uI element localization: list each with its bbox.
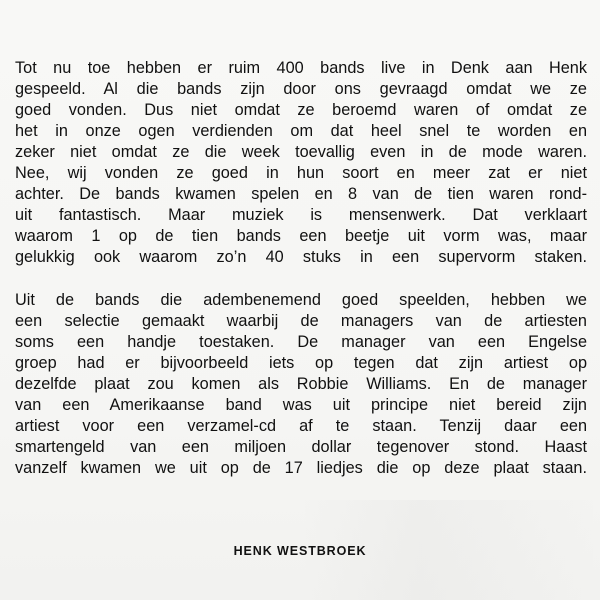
text-line: vanzelf kwamen we uit op de 17 liedjes die op deze plaat staan. bbox=[15, 459, 587, 477]
text-line: soms een handje toestaken. De manager van een Engelse bbox=[15, 333, 587, 351]
paragraph-selection bbox=[15, 290, 587, 479]
text-line: achter. De bands kwamen spelen en 8 van de tien waren rond- bbox=[15, 185, 587, 203]
text-line: groep had er bijvoorbeeld iets op tegen dat zijn artiest op bbox=[15, 354, 587, 372]
text-line: het in onze ogen verdienden om dat heel snel te worden en bbox=[15, 122, 587, 140]
text-line: Tot nu toe hebben er ruim 400 bands live in Denk aan Henk bbox=[15, 59, 587, 77]
text-line: gelukkig ook waarom zo’n 40 stuks in een supervorm staken. bbox=[15, 248, 587, 266]
text-line: dezelfde plaat zou komen als Robbie Williams. En de manager bbox=[15, 375, 587, 393]
author-signature: HENK WESTBROEK bbox=[233, 544, 367, 558]
text-line: artiest voor een verzamel-cd af te staan. Tenzij daar een bbox=[15, 417, 587, 435]
text-line: uit fantastisch. Maar muziek is mensenwerk. Dat verklaart bbox=[15, 206, 587, 224]
text-line: van een Amerikaanse band was uit principe niet bereid zijn bbox=[15, 396, 587, 414]
text-line: goed vonden. Dus niet omdat ze beroemd waren of omdat ze bbox=[15, 101, 587, 119]
text-line: een selectie gemaakt waarbij de managers van de artiesten bbox=[15, 312, 587, 330]
text-line: gespeeld. Al die bands zijn door ons gevraagd omdat we ze bbox=[15, 80, 587, 98]
text-line: Nee, wij vonden ze goed in hun soort en meer zat er niet bbox=[15, 164, 587, 182]
text-line: waarom 1 op de tien bands een beetje uit vorm was, maar bbox=[15, 227, 587, 245]
text-line: smartengeld van een miljoen dollar tegenover stond. Haast bbox=[15, 438, 587, 456]
text-line: zeker niet omdat ze die week toevallig even in de mode waren. bbox=[15, 143, 587, 161]
paragraph-intro bbox=[15, 58, 587, 268]
text-line: Uit de bands die adembenemend goed speelden, hebben we bbox=[15, 291, 587, 309]
